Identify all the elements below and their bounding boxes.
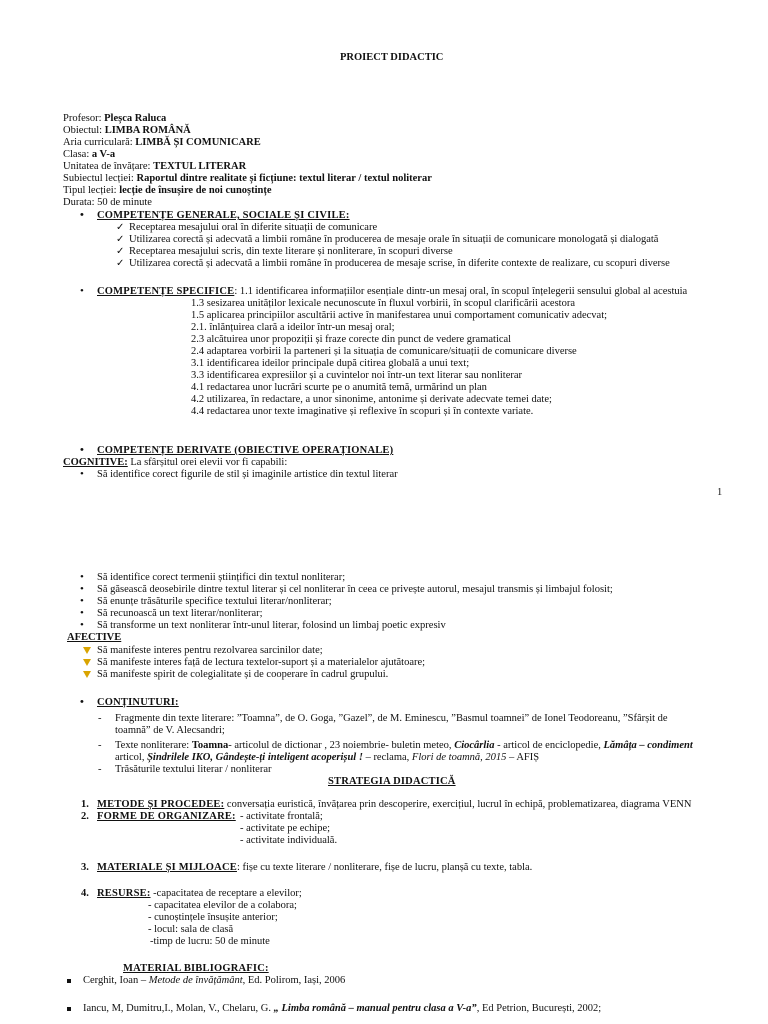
competenta-generala-item: ✓ Utilizarea corectă și adecvată a limbii române în producerea de mesaje scrise, în diferite contexte de realizare, cu scopuri diverse <box>129 258 670 270</box>
bibliografie-item <box>83 975 345 987</box>
profesor-value: Pleșca Raluca <box>104 113 167 124</box>
cognitive-item: • Să enunțe trăsăturile specifice textului literar/nonliterar; <box>97 596 332 608</box>
clasa-line <box>63 149 115 161</box>
aria-value: LIMBĂ ȘI COMUNICARE <box>135 137 261 148</box>
tipul-line <box>63 185 272 197</box>
continut-text: Texte nonliterare: <box>115 740 192 751</box>
cognitive-item: • Să identifice corect figurile de stil și imaginile artistice din textul literar <box>97 469 398 481</box>
metode-line <box>81 799 692 811</box>
unitatea-label: Unitatea de învățare: <box>63 161 154 172</box>
obiectul-label: Obiectul: <box>63 125 105 136</box>
list-number: 1. <box>81 799 89 810</box>
cognitive-item: • Să recunoască un text literar/nonliterar; <box>97 608 263 620</box>
metode-label: METODE ȘI PROCEDEE: <box>97 799 225 810</box>
resurse-item: -timp de lucru: 50 de minute <box>150 936 270 947</box>
continut-item: - Fragmente din texte literare: ”Toamna”, de O. Goga, ”Gazel”, de M. Eminescu, ”Basmul toamnei” de Ionel Teodoreanu, ”Sfârșit de <box>115 713 668 725</box>
competenta-specifica-item: 2.1. înlănțuirea clară a ideilor într-un mesaj oral; <box>191 322 395 333</box>
competenta-specifica-item: 4.4 redactarea unor texte imaginative și reflexive în scopuri și în contexte variate. <box>191 406 534 417</box>
afectiv-item: Să manifeste spirit de colegialitate și de cooperare în cadrul grupului. <box>97 669 389 680</box>
list-number: 3. <box>81 862 89 873</box>
strategia-heading: STRATEGIA DIDACTICĂ <box>328 776 456 787</box>
tipul-label: Tipul lecției: <box>63 185 120 196</box>
subiectul-line <box>63 173 432 185</box>
competenta-specifica-item: 4.2 utilizarea, în redactare, a unor sinonime, antonime și derivate adecvate temei date; <box>191 394 552 405</box>
profesor-label: Profesor: <box>63 113 105 124</box>
unitatea-value: TEXTUL LITERAR <box>153 161 247 172</box>
bibliografie-title: „ Limba română – manual pentru clasa a V-a” <box>273 1003 477 1014</box>
bibliografie-text: Iancu, M, Dumitru,I., Molan, V., Chelaru, G. <box>83 1003 274 1014</box>
cognitive-label: COGNITIVE: <box>63 457 128 468</box>
materiale-line <box>81 862 533 874</box>
bibliografie-text: Cerghit, Ioan – <box>83 975 149 986</box>
continut-text-bold-italic: Șindrilele IKO, Gândește-ți inteligent acoperișul ! <box>147 752 363 763</box>
resurse-line <box>81 888 302 900</box>
list-number: 4. <box>81 888 89 899</box>
obiectul-line <box>63 125 191 137</box>
tipul-value: lecție de însușire de noi cunoștințe <box>119 185 272 196</box>
subiectul-label: Subiectul lecției: <box>63 173 137 184</box>
afectiv-item: Să manifeste interes față de lectura textelor-suport și a materialelor ajutătoare; <box>97 657 426 668</box>
forme-item: - activitate frontală; <box>240 811 323 822</box>
bibliografie-text: , Ed Petrion, București, 2002; <box>476 1003 602 1014</box>
cognitive-line <box>63 457 287 469</box>
page-title: PROIECT DIDACTIC <box>340 52 444 63</box>
cognitive-item: • Să transforme un text nonliterar într-unul literar, folosind un limbaj poetic expresiv <box>97 620 446 632</box>
competenta-specifica-item: 2.3 alcătuirea unor propoziții și fraze corecte din punct de vedere gramatical <box>191 334 512 345</box>
bibliografie-item <box>83 1003 601 1015</box>
resurse-value: -capacitatea de receptare a elevilor; <box>150 888 302 899</box>
competenta-generala-item: ✓ Utilizarea corectă și adecvată a limbii române în producerea de mesaje orale în situații de comunicare monologată și dialogată <box>129 234 658 246</box>
competenta-generala-item: ✓ Receptarea mesajului scris, din texte literare și nonliterare, în scopuri diverse <box>129 246 453 258</box>
cognitive-item: • Să identifice corect termenii științifici din textul nonliterar; <box>97 572 345 584</box>
competente-derivate-heading: • COMPETENȚE DERIVATE (OBIECTIVE OPERAȚIONALE) <box>97 445 393 457</box>
resurse-label: RESURSE: <box>97 888 151 899</box>
competenta-specifica-item: 4.1 redactarea unor lucrări scurte pe o anumită temă, urmărind un plan <box>191 382 487 393</box>
competente-specifice-heading: COMPETENȚE SPECIFICE <box>97 286 235 297</box>
continut-text: articol, <box>115 752 148 763</box>
competenta-specifica-item: 2.4 adaptarea vorbirii la parteneri și la situația de comunicare/situații de comunicare diverse <box>191 346 577 357</box>
metode-value: conversația euristică, învățarea prin descoperire, exercițiul, lucrul în echipă, problematizarea, diagrama VENN <box>224 799 692 810</box>
aria-label: Aria curriculară: <box>63 137 136 148</box>
cognitive-intro: La sfârșitul orei elevii vor fi capabili: <box>127 457 288 468</box>
clasa-value: a V-a <box>91 149 116 160</box>
continut-text-bold-italic: Lămâța – condiment <box>603 740 693 751</box>
continut-text-bold: Toamna <box>191 740 229 751</box>
cognitive-item: • Să găsească deosebirile dintre textul literar și cel nonliterar în ceea ce privește autorul, mesajul transmis și limbajul folosit; <box>97 584 613 596</box>
bibliografie-heading: MATERIAL BIBLIOGRAFIC: <box>123 963 269 974</box>
durata-line: Durata: 50 de minute <box>63 197 152 208</box>
competenta-specifica-item: 3.1 identificarea ideilor principale după citirea globală a unui text; <box>191 358 470 369</box>
continut-text: - articolul de dictionar , 23 noiembrie- buletin meteo, <box>228 740 455 751</box>
continuturi-heading: • CONȚINUTURI: <box>97 697 179 709</box>
continut-item <box>115 740 693 752</box>
continut-text: - articol de enciclopedie, <box>494 740 604 751</box>
afectiv-item: Să manifeste interes pentru rezolvarea sarcinilor date; <box>97 645 323 656</box>
continut-item: - Trăsăturile textului literar / nonliterar <box>115 764 272 776</box>
page-number: 1 <box>717 487 723 498</box>
forme-label: FORME DE ORGANIZARE: <box>97 811 236 822</box>
list-number: 2. <box>81 811 89 822</box>
materiale-label: MATERIALE ȘI MIJLOACE <box>97 862 237 873</box>
forme-item: - activitate pe echipe; <box>240 823 331 834</box>
continut-item-continuation <box>115 752 539 764</box>
bibliografie-text: , Ed. Polirom, Iași, 2006 <box>242 975 346 986</box>
competenta-specifica-first: : 1.1 identificarea informațiilor esențiale dintr-un mesaj oral, în scopul înțelegerii sensului global al acestuia <box>234 286 688 297</box>
resurse-item: - cunoștințele însușite anterior; <box>148 912 278 923</box>
obiectul-value: LIMBA ROMÂNĂ <box>104 125 191 136</box>
bibliografie-title: Metode de învățământ <box>148 975 243 986</box>
resurse-item: - locul: sala de clasă <box>148 924 234 935</box>
unitatea-line <box>63 161 246 173</box>
continut-text: – AFIȘ <box>506 752 540 763</box>
continut-text: – reclama, <box>362 752 412 763</box>
competenta-specifica-item: 3.3 identificarea expresiilor și a cuvintelor noi într-un text literar sau nonliterar <box>191 370 523 381</box>
competenta-specifica-item: 1.3 sesizarea unităților lexicale necunoscute în fluxul vorbirii, în scopul clarificării acestora <box>191 298 575 309</box>
materiale-value: : fișe cu texte literare / nonliterare, fișe de lucru, planșă cu texte, tabla. <box>236 862 533 873</box>
competenta-generala-item: ✓ Receptarea mesajului oral în diferite situații de comunicare <box>129 222 377 234</box>
resurse-item: - capacitatea elevilor de a colabora; <box>148 900 297 911</box>
continut-item-continuation: toamnă” de V. Alecsandri; <box>115 725 225 736</box>
subiectul-value: Raportul dintre realitate și ficțiune: textul literar / textul noliterar <box>136 173 432 184</box>
forme-line <box>81 811 236 823</box>
profesor-line <box>63 113 166 125</box>
continut-text-italic: Flori de toamnă, 2015 <box>411 752 507 763</box>
aria-line <box>63 137 261 149</box>
continut-text-bold-italic: Ciocârlia <box>454 740 495 751</box>
afective-heading: AFECTIVE <box>67 632 122 643</box>
forme-item: - activitate individuală. <box>240 835 338 846</box>
competenta-specifica-item: 1.5 aplicarea principiilor ascultării active în manifestarea unui comportament comunicativ adecvat; <box>191 310 608 321</box>
competente-specifice-line <box>97 286 687 298</box>
clasa-label: Clasa: <box>63 149 92 160</box>
competente-generale-heading: • COMPETENȚE GENERALE, SOCIALE ȘI CIVILE: <box>97 210 350 222</box>
